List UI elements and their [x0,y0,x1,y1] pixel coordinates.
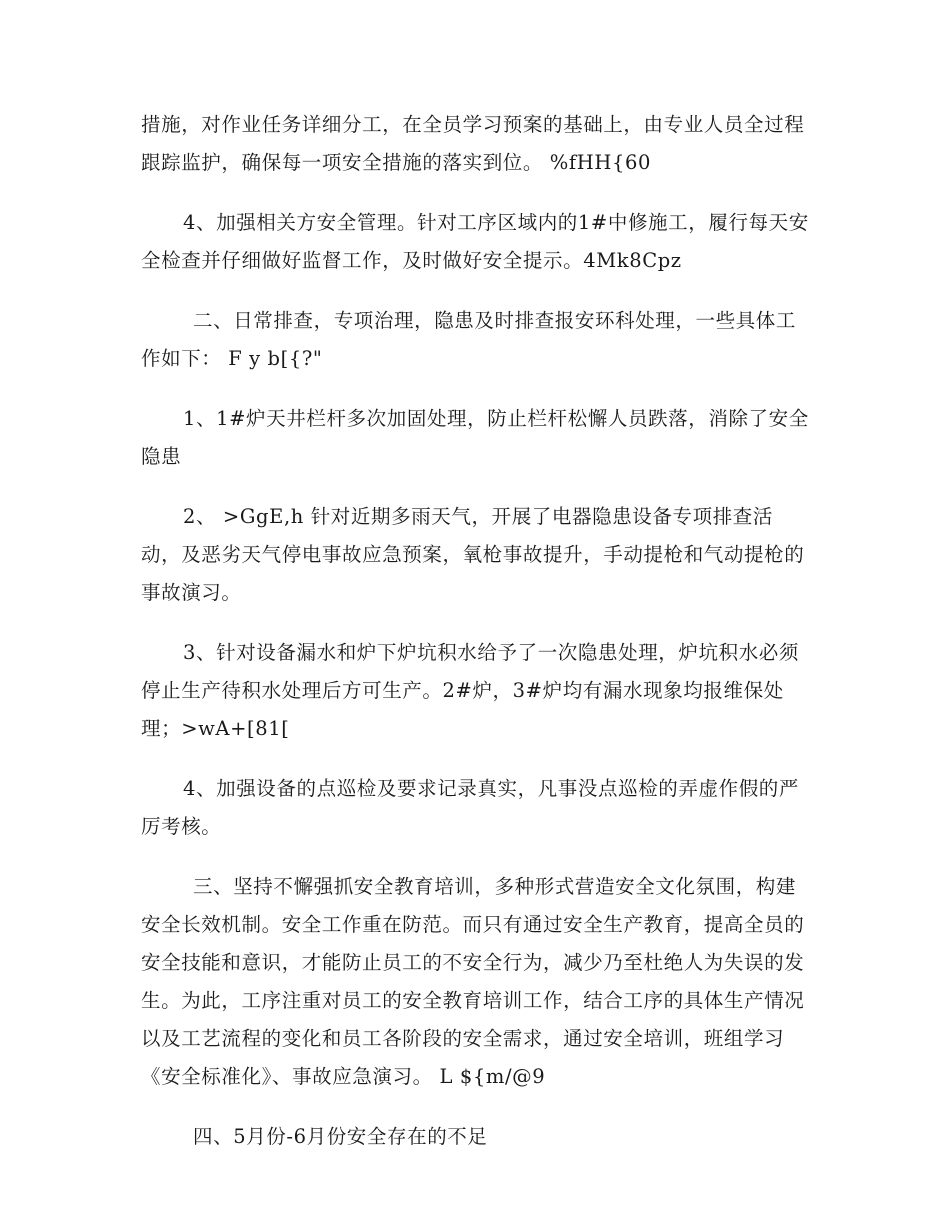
section-heading-shortcomings: 四、5月份-6月份安全存在的不足 [193,1125,488,1148]
document-body [141,106,813,1156]
paragraph-rainy-weather-inspection: 2、 >GgE,h 针对近期多雨天气，开展了电器隐患设备专项排查活动，及恶劣天气停电事故应急预案，氧枪事故提升，手动提枪和气动提枪的事故演习。 [141,505,805,604]
paragraph-patrol-inspection: 4、加强设备的点巡检及要求记录真实，凡事没点巡检的弄虚作假的严厉考核。 [141,777,800,838]
section-heading-daily-inspection: 二、日常排查，专项治理，隐患及时排查报安环科处理，一些具体工作如下： F y b[{?" [141,309,797,370]
paragraph-related-party-management: 4、加强相关方安全管理。针对工序区域内的1#中修施工，履行每天安全检查并仔细做好监督工作，及时做好安全提示。4Mk8Cpz [141,211,809,272]
section-heading-safety-training: 三、坚持不懈强抓安全教育培训，多种形式营造安全文化氛围，构建安全长效机制。安全工作重在防范。而只有通过安全生产教育，提高全员的安全技能和意识，才能防止员工的不安全行为，减少乃至杜绝人为失误的发生。为此，工序注重对员工的安全教育培训工作，结合工序的具体生产情况以及工艺流程的变化和员工各阶段的安全需求，通过安全培训，班组学习《安全标准化》、事故应急演习。 L ${m/@9 [141,875,805,1088]
paragraph-railing-reinforcement: 1、1#炉天井栏杆多次加固处理，防止栏杆松懈人员跌落，消除了安全隐患 [141,407,809,468]
paragraph-water-leak-handling: 3、针对设备漏水和炉下炉坑积水给予了一次隐患处理，炉坑积水必须停止生产待积水处理后方可生产。2#炉，3#炉均有漏水现象均报维保处理；>wA+[81[ [141,641,800,740]
paragraph-measures-continuation: 措施，对作业任务详细分工，在全员学习预案的基础上，由专业人员全过程跟踪监护，确保每一项安全措施的落实到位。 %fHH{60 [141,113,805,174]
